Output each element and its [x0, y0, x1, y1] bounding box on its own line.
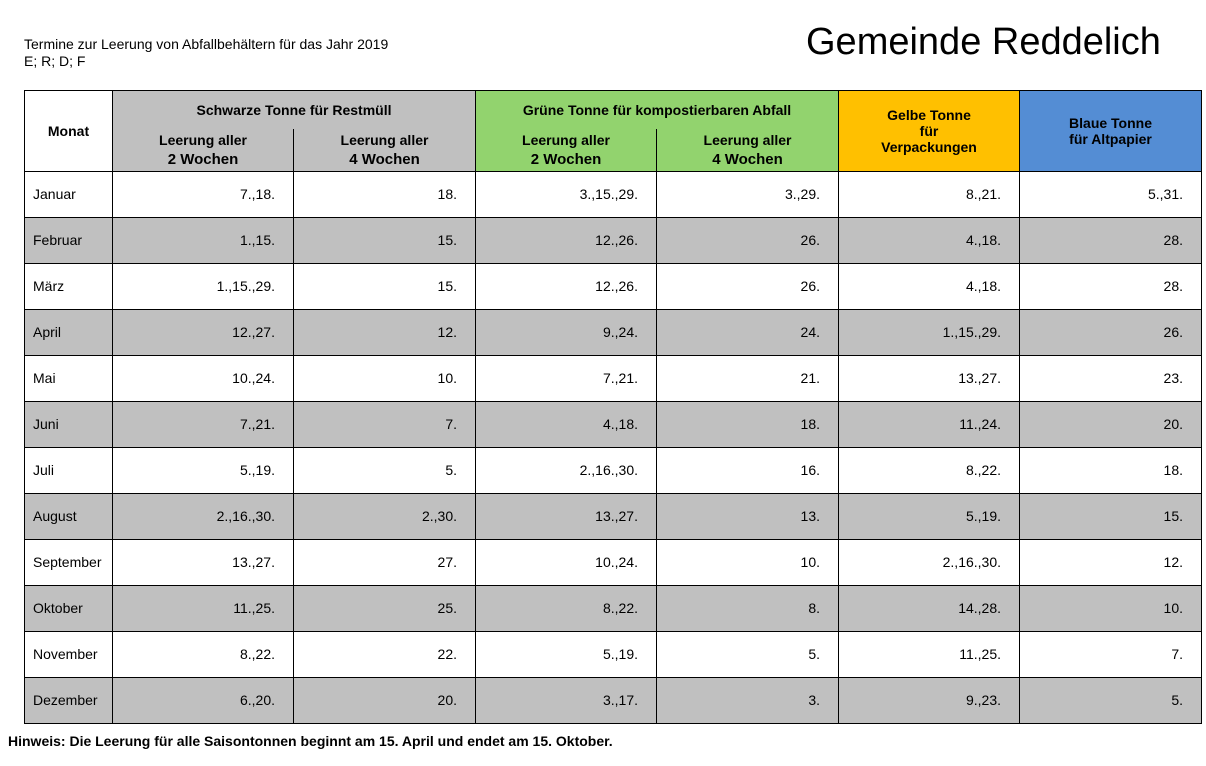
month-cell: April: [25, 309, 113, 355]
green-2w-cell: 10.,24.: [476, 539, 657, 585]
header-black-4-weeks: [294, 129, 476, 171]
black-4w-line-1: Leerung aller: [340, 132, 429, 148]
table-row: [25, 631, 1202, 677]
green-4w-cell: 18.: [657, 401, 839, 447]
black-2w-cell: 13.,27.: [113, 539, 294, 585]
table-row: [25, 217, 1202, 263]
black-4w-cell: 20.: [294, 677, 476, 723]
green-2w-line-2: 2 Wochen: [530, 151, 602, 168]
black-2w-cell: 11.,25.: [113, 585, 294, 631]
black-4w-cell: 15.: [294, 263, 476, 309]
green-2w-cell: 2.,16.,30.: [476, 447, 657, 493]
footer-note: Hinweis: Die Leerung für alle Saisontonnen beginnt am 15. April und endet am 15. Oktober.: [8, 733, 613, 749]
black-2w-cell: 7.,21.: [113, 401, 294, 447]
black-4w-cell: 5.: [294, 447, 476, 493]
subtitle-line-2: E; R; D; F: [24, 53, 86, 69]
yellow-cell: 14.,28.: [839, 585, 1020, 631]
header-month: Monat: [25, 91, 113, 172]
month-cell: Januar: [25, 171, 113, 217]
table-row: [25, 585, 1202, 631]
yellow-cell: 13.,27.: [839, 355, 1020, 401]
green-4w-line-1: Leerung aller: [703, 132, 792, 148]
header-green-4-weeks: [657, 129, 839, 171]
yellow-cell: 11.,25.: [839, 631, 1020, 677]
black-4w-cell: 18.: [294, 171, 476, 217]
yellow-cell: 4.,18.: [839, 217, 1020, 263]
blue-line-1: Blaue Tonne: [1069, 114, 1152, 131]
green-2w-cell: 7.,21.: [476, 355, 657, 401]
yellow-line-3: Verpackungen: [881, 138, 977, 155]
black-2w-cell: 6.,20.: [113, 677, 294, 723]
table-row: [25, 355, 1202, 401]
black-2w-cell: 10.,24.: [113, 355, 294, 401]
table-row: [25, 677, 1202, 723]
yellow-cell: 1.,15.,29.: [839, 309, 1020, 355]
month-cell: September: [25, 539, 113, 585]
green-4w-cell: 5.: [657, 631, 839, 677]
green-2w-cell: 12.,26.: [476, 217, 657, 263]
black-2w-cell: 1.,15.: [113, 217, 294, 263]
black-4w-line-2: 4 Wochen: [349, 151, 420, 168]
green-2w-cell: 3.,15.,29.: [476, 171, 657, 217]
green-2w-cell: 9.,24.: [476, 309, 657, 355]
black-4w-cell: 25.: [294, 585, 476, 631]
month-cell: November: [25, 631, 113, 677]
document-subtitle: [24, 36, 388, 70]
table-row: [25, 447, 1202, 493]
table-row: [25, 263, 1202, 309]
blue-line-2: für Altpapier: [1069, 130, 1152, 147]
month-cell: März: [25, 263, 113, 309]
green-4w-cell: 3.: [657, 677, 839, 723]
green-4w-cell: 21.: [657, 355, 839, 401]
collection-schedule-table: [24, 90, 1202, 724]
black-4w-cell: 12.: [294, 309, 476, 355]
table-row: [25, 401, 1202, 447]
blue-cell: 18.: [1020, 447, 1202, 493]
green-4w-cell: 3.,29.: [657, 171, 839, 217]
blue-cell: 10.: [1020, 585, 1202, 631]
black-4w-cell: 27.: [294, 539, 476, 585]
table-row: [25, 171, 1202, 217]
header-green-bin: Grüne Tonne für kompostierbaren Abfall: [476, 91, 839, 130]
black-2w-cell: 8.,22.: [113, 631, 294, 677]
green-4w-cell: 24.: [657, 309, 839, 355]
green-2w-cell: 8.,22.: [476, 585, 657, 631]
table-row: [25, 309, 1202, 355]
green-4w-cell: 10.: [657, 539, 839, 585]
green-2w-cell: 5.,19.: [476, 631, 657, 677]
blue-cell: 15.: [1020, 493, 1202, 539]
black-2w-cell: 5.,19.: [113, 447, 294, 493]
black-2w-line-1: Leerung aller: [159, 132, 247, 148]
month-cell: Juli: [25, 447, 113, 493]
green-2w-line-1: Leerung aller: [522, 132, 610, 148]
month-cell: Oktober: [25, 585, 113, 631]
table-row: [25, 539, 1202, 585]
header-black-2-weeks: [113, 129, 294, 171]
blue-cell: 7.: [1020, 631, 1202, 677]
table-row: [25, 493, 1202, 539]
yellow-cell: 8.,22.: [839, 447, 1020, 493]
month-cell: Mai: [25, 355, 113, 401]
black-4w-cell: 22.: [294, 631, 476, 677]
blue-cell: 28.: [1020, 217, 1202, 263]
blue-cell: 20.: [1020, 401, 1202, 447]
green-4w-cell: 16.: [657, 447, 839, 493]
yellow-cell: 11.,24.: [839, 401, 1020, 447]
black-2w-cell: 12.,27.: [113, 309, 294, 355]
black-4w-cell: 15.: [294, 217, 476, 263]
blue-cell: 28.: [1020, 263, 1202, 309]
black-4w-cell: 10.: [294, 355, 476, 401]
green-4w-cell: 13.: [657, 493, 839, 539]
yellow-cell: 4.,18.: [839, 263, 1020, 309]
black-2w-line-2: 2 Wochen: [167, 151, 239, 168]
black-2w-cell: 2.,16.,30.: [113, 493, 294, 539]
blue-cell: 5.,31.: [1020, 171, 1202, 217]
yellow-cell: 9.,23.: [839, 677, 1020, 723]
green-4w-cell: 26.: [657, 217, 839, 263]
header-green-2-weeks: [476, 129, 657, 171]
blue-cell: 5.: [1020, 677, 1202, 723]
green-2w-cell: 4.,18.: [476, 401, 657, 447]
yellow-line-1: Gelbe Tonne: [887, 106, 971, 123]
month-cell: Februar: [25, 217, 113, 263]
yellow-cell: 2.,16.,30.: [839, 539, 1020, 585]
green-4w-line-2: 4 Wochen: [712, 151, 783, 168]
document-title: Gemeinde Reddelich: [806, 21, 1161, 63]
blue-cell: 23.: [1020, 355, 1202, 401]
subtitle-line-1: Termine zur Leerung von Abfallbehältern für das Jahr 2019: [24, 36, 389, 52]
green-2w-cell: 3.,17.: [476, 677, 657, 723]
green-4w-cell: 26.: [657, 263, 839, 309]
header-blue-bin: [1020, 91, 1202, 172]
month-cell: Juni: [25, 401, 113, 447]
yellow-cell: 8.,21.: [839, 171, 1020, 217]
green-4w-cell: 8.: [657, 585, 839, 631]
blue-cell: 26.: [1020, 309, 1202, 355]
month-cell: August: [25, 493, 113, 539]
yellow-line-2: für: [919, 122, 939, 139]
black-4w-cell: 7.: [294, 401, 476, 447]
green-2w-cell: 12.,26.: [476, 263, 657, 309]
blue-cell: 12.: [1020, 539, 1202, 585]
yellow-cell: 5.,19.: [839, 493, 1020, 539]
header-yellow-bin: [839, 91, 1020, 172]
header-black-bin: Schwarze Tonne für Restmüll: [113, 91, 476, 130]
black-2w-cell: 1.,15.,29.: [113, 263, 294, 309]
month-cell: Dezember: [25, 677, 113, 723]
black-2w-cell: 7.,18.: [113, 171, 294, 217]
green-2w-cell: 13.,27.: [476, 493, 657, 539]
black-4w-cell: 2.,30.: [294, 493, 476, 539]
